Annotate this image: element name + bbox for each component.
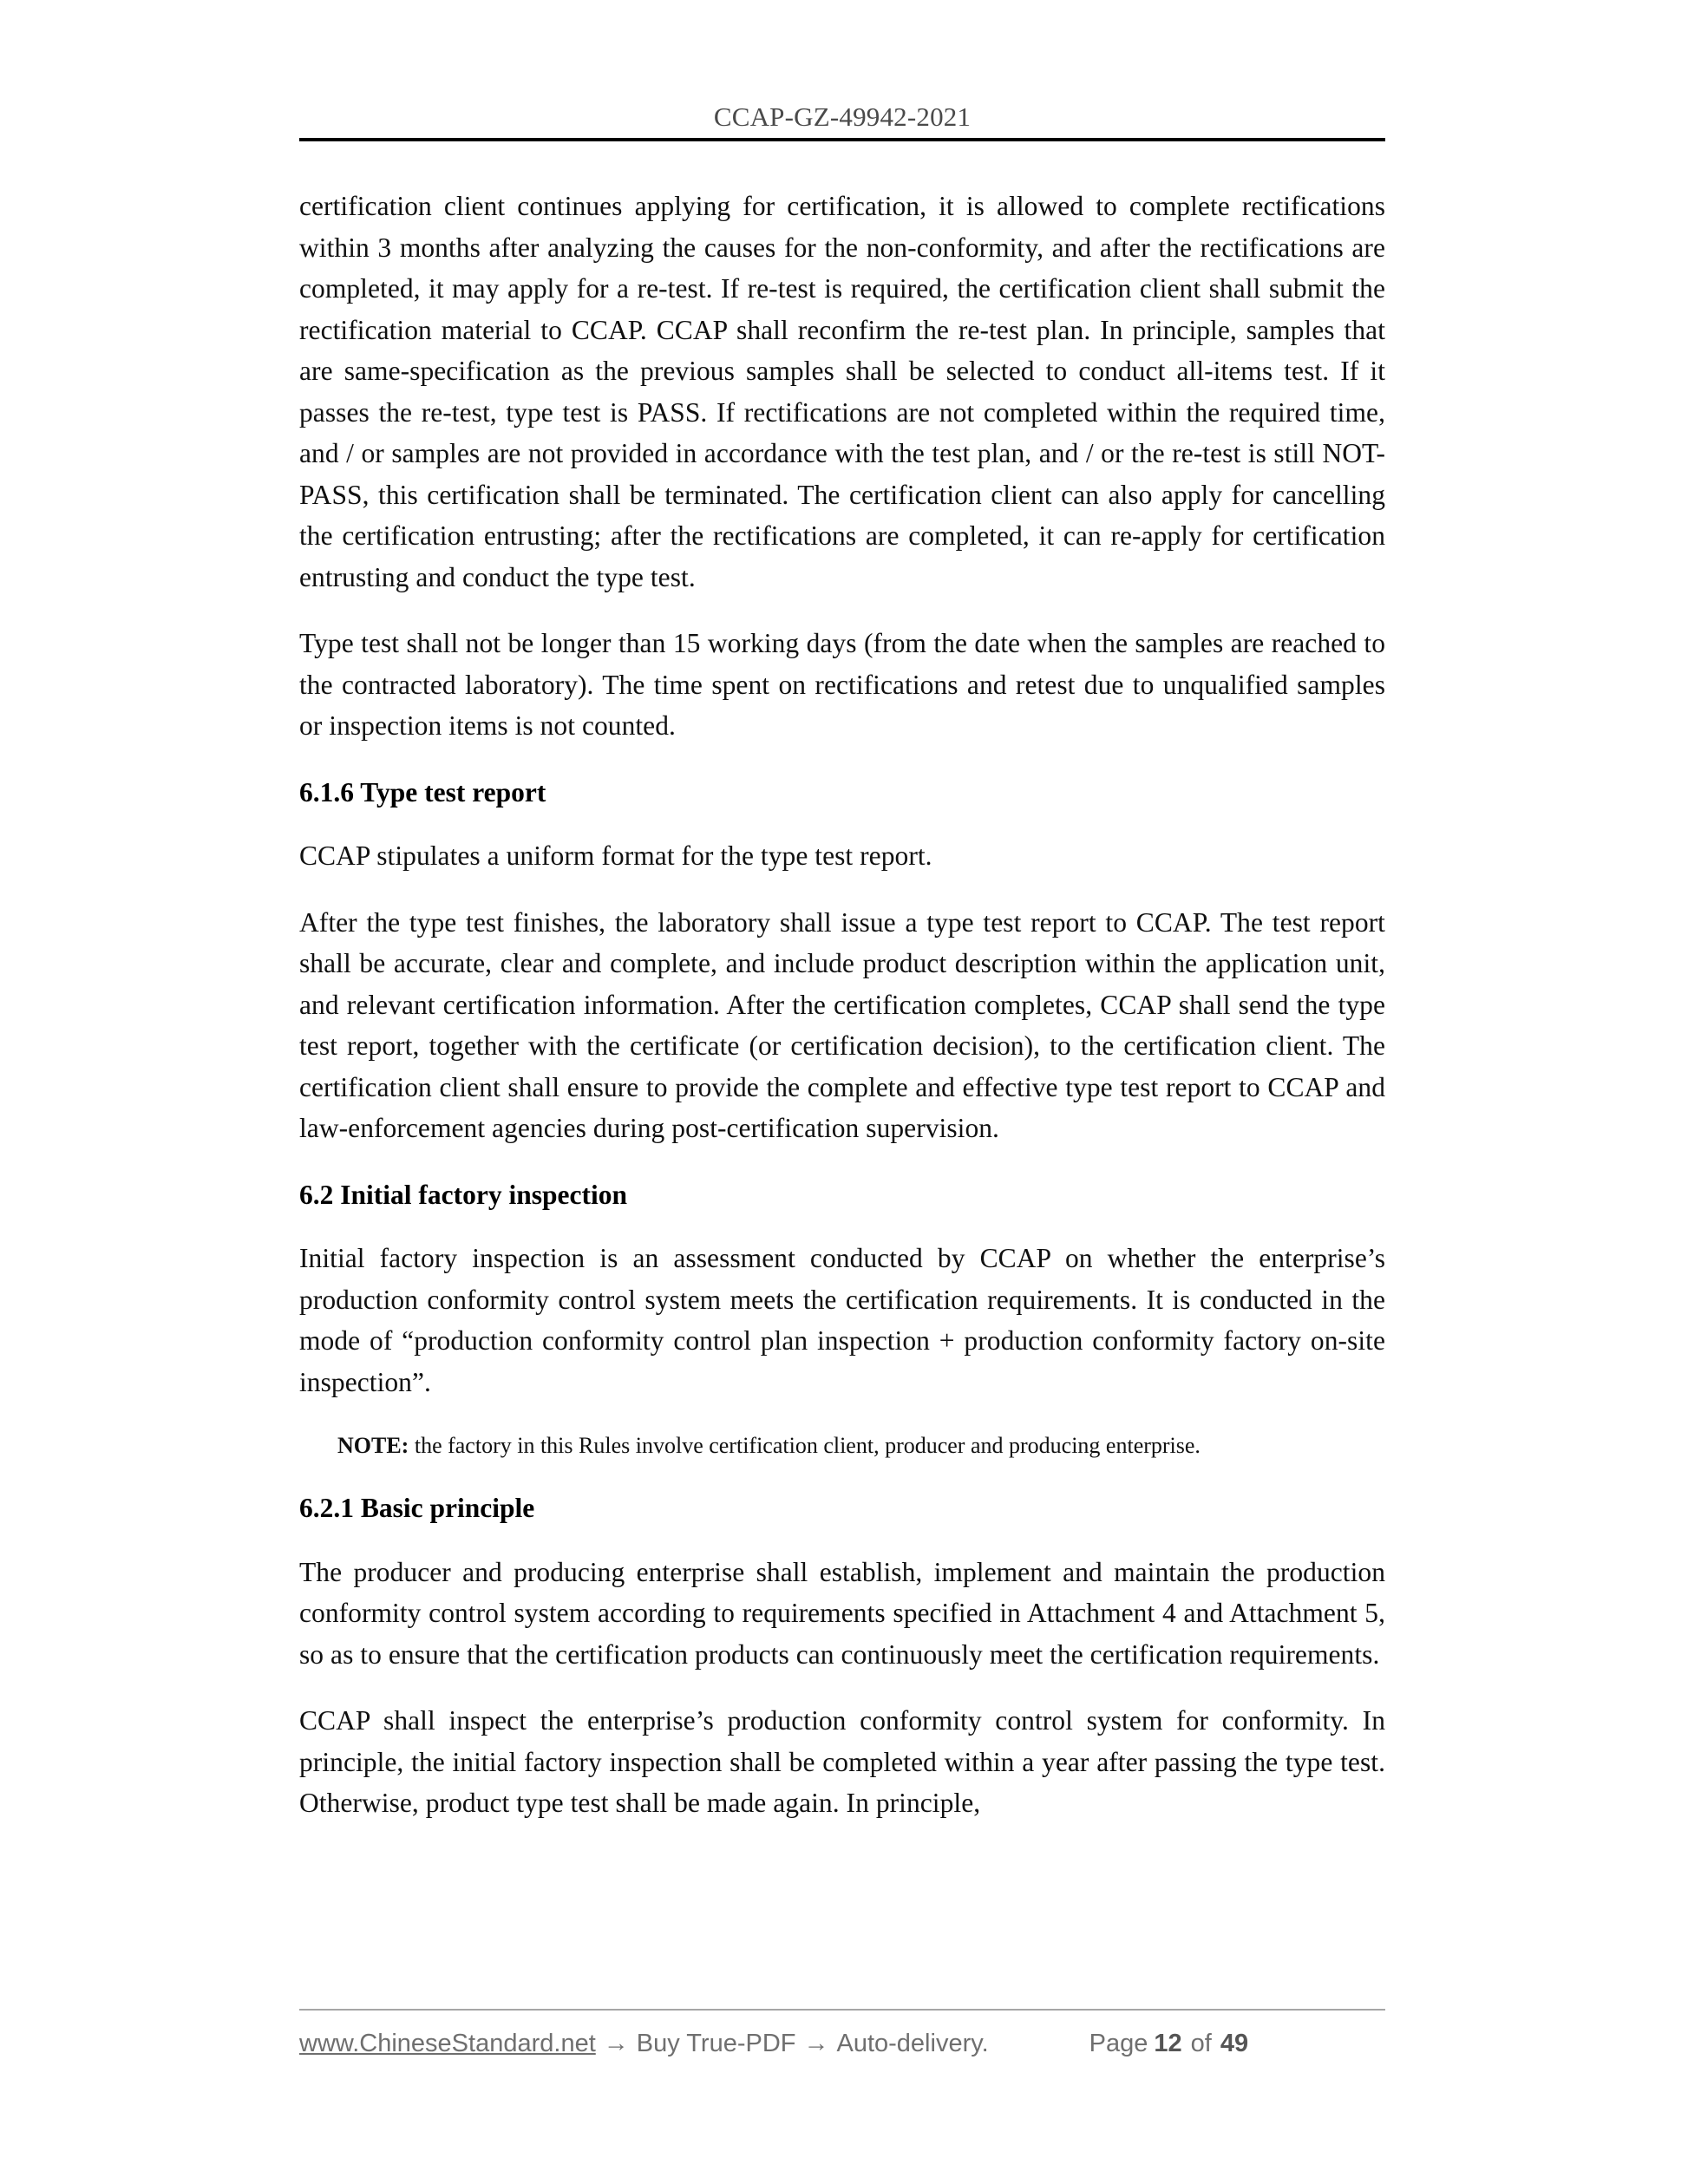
heading-6-1-6-type-test-report: 6.1.6 Type test report (299, 776, 546, 808)
page-indicator (1089, 2030, 1254, 2058)
chinesestandard-link[interactable]: www.ChineseStandard.net (299, 2030, 596, 2057)
paragraph-test-report-issuance: After the type test finishes, the laboratory shall issue a type test report to CCAP. The test report shall be accurate, clear and complete, and include product description within the application unit, and relevant certification information. After the certification completes, CCAP shall send the type test report, together with the certificate (or certification decision), to the certification client. The certification client shall ensure to provide the complete and effective type test report to CCAP and law-enforcement agencies during post-certification supervision. (299, 906, 1385, 1143)
page-label: Page (1089, 2030, 1148, 2057)
paragraph-uniform-format: CCAP stipulates a uniform format for the type test report. (299, 840, 932, 871)
paragraph-continuation-rectification: certification client continues applying for certification, it is allowed to complete rectifications within 3 months after analyzing the causes for the non-conformity, and after the rectifications are completed, it may apply for a re-test. If re-test is required, the certification client shall submit the rectification material to CCAP. CCAP shall reconfirm the re-test plan. In principle, samples that are same-specification as the previous samples shall be selected to conduct all-items test. If it passes the re-test, type test is PASS. If rectifications are not completed within the required time, and / or samples are not provided in accordance with the test plan, and / or the re-test is still NOT-PASS, this certification shall be terminated. The certification client can also apply for cancelling the certification entrusting; after the rectifications are completed, it can re-apply for certification entrusting and conduct the type test. (299, 191, 1385, 592)
page-footer (299, 2009, 1385, 2058)
paragraph-ccap-inspection: CCAP shall inspect the enterprise’s production conformity control system for conformity. In principle, the initial factory inspection shall be completed within a year after passing the type test. Otherwise, product type test shall be made again. In principle, (299, 1705, 1385, 1818)
buy-true-pdf-label: Buy True-PDF (636, 2030, 796, 2057)
footer-promo (299, 2030, 989, 2058)
paragraph-producer-obligations: The producer and producing enterprise shall establish, implement and maintain the production conformity control system according to requirements specified in Attachment 4 and Attachment 5, so as to ensure that the certification products can continuously meet the certification requirements. (299, 1556, 1385, 1670)
note-text: the factory in this Rules involve certification client, producer and producing enterprise. (409, 1433, 1201, 1458)
page-title: CCAP-GZ-49942-2021 (713, 101, 972, 132)
of-label: of (1190, 2030, 1212, 2057)
heading-6-2-initial-factory-inspection: 6.2 Initial factory inspection (299, 1179, 627, 1210)
total-page-number: 49 (1220, 2030, 1249, 2057)
note-label: NOTE: (337, 1433, 409, 1458)
document-body (299, 186, 1385, 1849)
page-header (299, 102, 1385, 141)
footer-divider (299, 2009, 1385, 2011)
paragraph-type-test-duration: Type test shall not be longer than 15 working days (from the date when the samples are reached to the contracted laboratory). The time spent on rectifications and retest due to unqualified samples or inspection items is not counted. (299, 628, 1385, 741)
arrow-right-icon-2: → (803, 2030, 829, 2057)
footer-content (299, 2030, 1385, 2058)
arrow-right-icon: → (603, 2030, 629, 2057)
heading-6-2-1-basic-principle: 6.2.1 Basic principle (299, 1493, 535, 1523)
header-divider (299, 138, 1385, 141)
note-block (299, 1428, 1385, 1463)
current-page-number: 12 (1154, 2030, 1182, 2057)
auto-delivery-label: Auto-delivery. (836, 2030, 989, 2057)
paragraph-initial-factory-inspection-definition: Initial factory inspection is an assessment conducted by CCAP on whether the enterprise’s production conformity control system meets the certification requirements. It is conducted in the mode of “production conformity control plan inspection + production conformity factory on-site inspection”. (299, 1243, 1385, 1397)
